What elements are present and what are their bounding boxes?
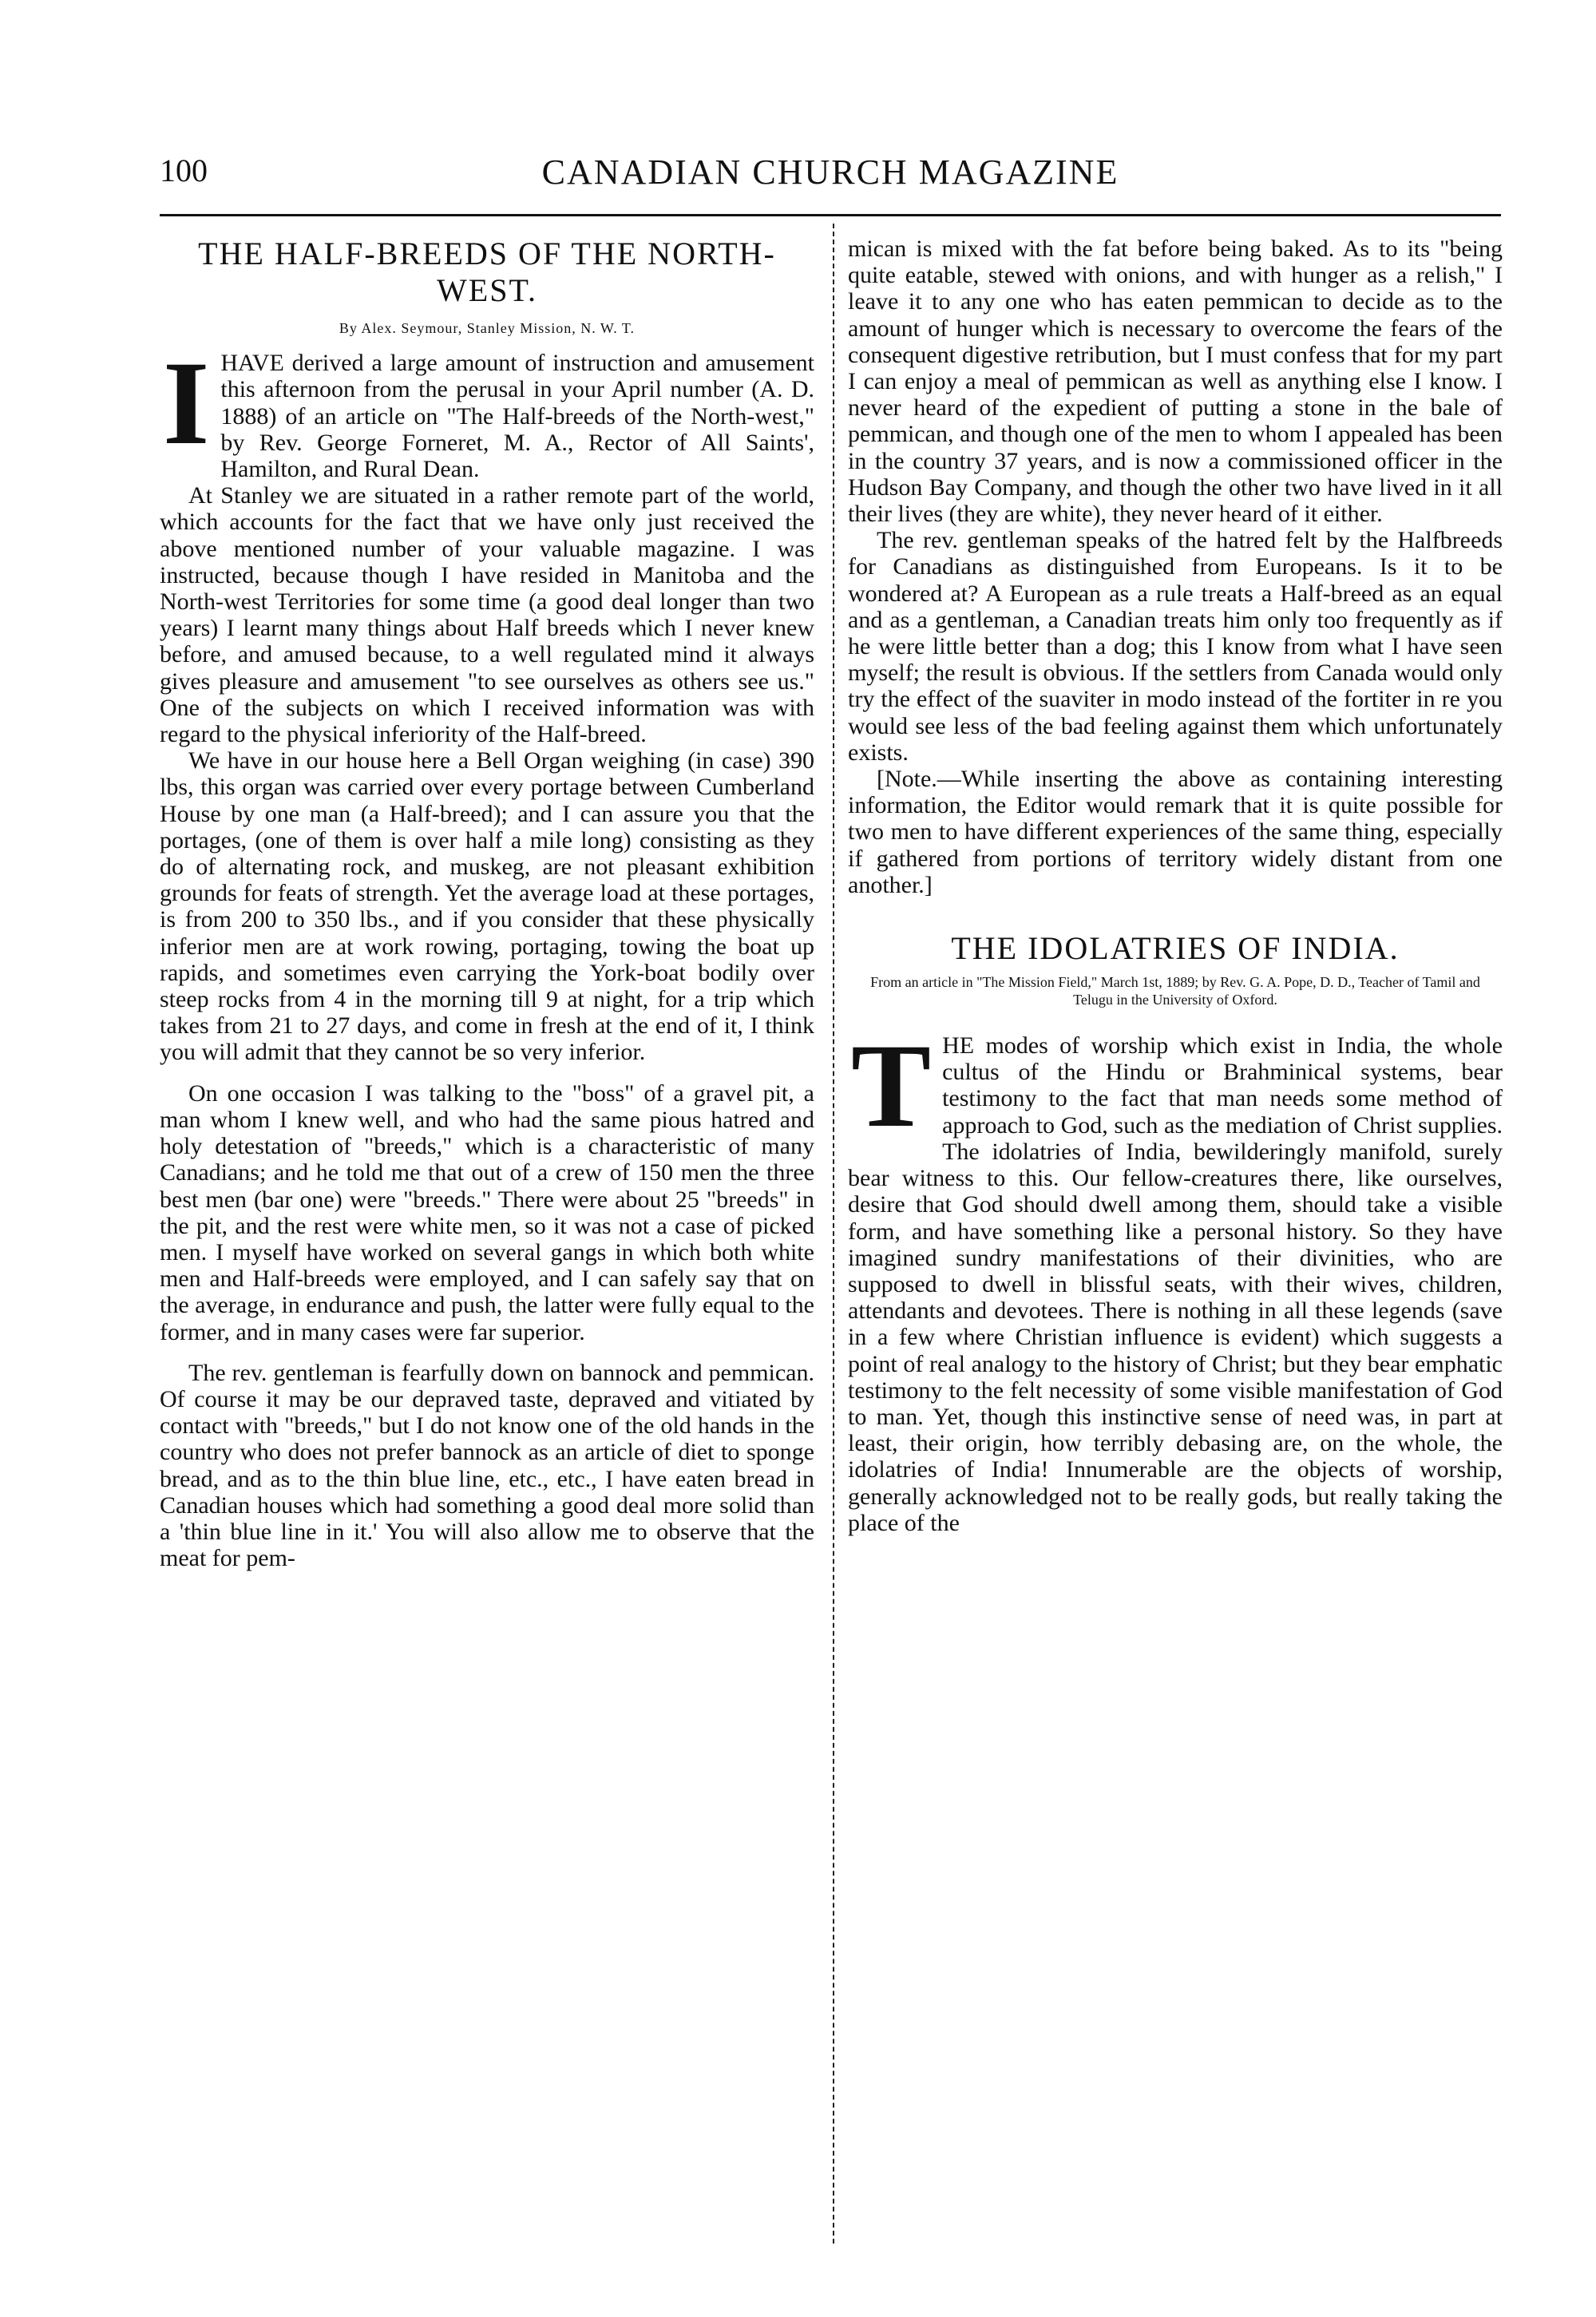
header-rule — [160, 214, 1501, 216]
right-column — [848, 236, 1503, 1536]
article-paragraph: At Stanley we are situated in a rather remote part of the world, which accounts for the fact that we have only just received the above mentioned number of your valuable magazine. I was instructed, because though I have resided in Manitoba and the North-west Territories for some time (a good deal longer than two years) I learnt many things about Half breeds which I never knew before, and amused because, to a well regulated mind it always gives pleasure and amusement "to see ourselves as others see us." One of the subjects on which I received information was with regard to the physical inferiority of the Half-breed. — [160, 482, 814, 748]
drop-cap: I — [163, 337, 210, 470]
article-paragraph: We have in our house here a Bell Organ weighing (in case) 390 lbs, this organ was carried over every portage between Cumberland House by one man (a Half-breed); and I can assure you that the portages, (one of them is over half a mile long) consisting as they do of alternating rock, and muskeg, are not pleasant exhibition grounds for feats of strength. Yet the average load at these portages, is from 200 to 350 lbs., and if you consider that these physically inferior men are at work rowing, portaging, towing the boat up rapids, and sometimes even carrying the York-boat bodily over steep rocks from 4 in the morning till 9 at night, for a trip which takes from 21 to 27 days, and come in fresh at the end of it, I think you will admit that they cannot be so very inferior. — [160, 747, 814, 1066]
page-header — [160, 152, 1501, 200]
article-paragraph: On one occasion I was talking to the "boss" of a gravel pit, a man whom I knew well, and who had the same pious hatred and holy detestation of "breeds," which is a characteristic of many Canadians; and he told me that out of a crew of 150 men the three best men (bar one) were "breeds." There were about 25 "breeds" in the pit, and the rest were white men, so it was not a case of picked men. I myself have worked on several gangs in which both white men and Half-breeds were employed, and I can safely say that on the average, in endurance and push, the latter were fully equal to the former, and in many cases were far superior. — [160, 1079, 814, 1345]
left-column — [160, 236, 814, 1571]
drop-cap: T — [851, 1020, 932, 1153]
article-paragraph: The rev. gentleman is fearfully down on bannock and pemmican. Of course it may be our depraved taste, depraved and vitiated by contact with "breeds," but I do not know one of the old hands in the country who does not prefer bannock as an article of diet to sponge bread, and as to the thin blue line, etc., etc., I have eaten bread in Canadian houses which had something a good deal more solid than a 'thin blue line in it.' You will also allow me to observe that the meat for pem- — [160, 1359, 814, 1572]
section-gap — [848, 898, 1503, 930]
article-byline: By Alex. Seymour, Stanley Mission, N. W. T. — [339, 320, 636, 336]
page-number: 100 — [160, 152, 208, 188]
editor-note: [Note.—While inserting the above as containing interesting information, the Editor would remark that it is quite possible for two men to have different experiences of the same thing, especially if gathered from portions of territory widely distant from one another.] — [848, 766, 1503, 898]
article-paragraph: IHAVE derived a large amount of instruction and amusement this afternoon from the perusal in your April number (A. D. 1888) of an article on "The Half-breeds of the North-west," by Rev. George Forneret, M. A., Rector of All Saints', Hamilton, and Rural Dean. — [160, 350, 814, 482]
article-paragraph-continued: mican is mixed with the fat before being baked. As to its "being quite eatable, stewed with onions, and with hunger as a relish," I leave it to any one who has eaten pemmican to decide as to the amount of hunger which is necessary to overcome the fears of the consequent digestive retribution, but I must confess that for my part I can enjoy a meal of pemmican as well as anything else I know. I never heard of the expedient of putting a stone in the bale of pemmican, and though one of the men to whom I appealed has been in the country 37 years, and is now a commissioned officer in the Hudson Bay Company, and though the other two have lived in it all their lives (they are white), they never heard of it either. — [848, 236, 1503, 528]
article-title: THE HALF-BREEDS OF THE NORTH-WEST. — [198, 236, 776, 308]
article-paragraph: The rev. gentleman speaks of the hatred felt by the Halfbreeds for Canadians as distinguished from Europeans. Is it to be wondered at? A European as a rule treats a Half-breed as an equal and as a gentleman, a Canadian treats him only too frequently as if he were little better than a dog; this I know from what I have seen myself; the result is obvious. If the settlers from Canada would only try the effect of the suaviter in modo instead of the fortiter in re you would see less of the bad feeling against them which unfortunately exists. — [848, 527, 1503, 766]
column-divider — [833, 224, 834, 2244]
article-paragraph: THE modes of worship which exist in India, the whole cultus of the Hindu or Brahminical systems, bear testimony to the fact that man needs some method of approach to God, such as the mediation of Christ supplies. The idolatries of India, bewilderingly manifold, surely bear witness to this. Our fellow-creatures there, like ourselves, desire that God should dwell among them, should take a visible form, and have something like a personal history. So they have imagined sundry manifestations of their divinities, who are supposed to dwell in blissful seats, with their wives, children, attendants and devotees. There is nothing in all these legends (save in a few where Christian influence is evident) which suggests a point of real analogy to the history of Christ; but they bear emphatic testimony to the felt necessity of some visible manifestation of God to man. Yet, though this instinctive sense of need was, in part at least, their origin, how terribly debasing are, on the whole, the idolatries of India! Innumerable are the objects of worship, generally acknowledged not to be really gods, but really taking the place of the — [848, 1020, 1503, 1536]
running-title: CANADIAN CHURCH MAGAZINE — [541, 152, 1119, 192]
article-title: THE IDOLATRIES OF INDIA. — [951, 930, 1400, 967]
article-source: From an article in "The Mission Field," March 1st, 1889; by Rev. G. A. Pope, D. D., Teacher of Tamil and Telugu in the University of Oxford. — [870, 974, 1480, 1008]
